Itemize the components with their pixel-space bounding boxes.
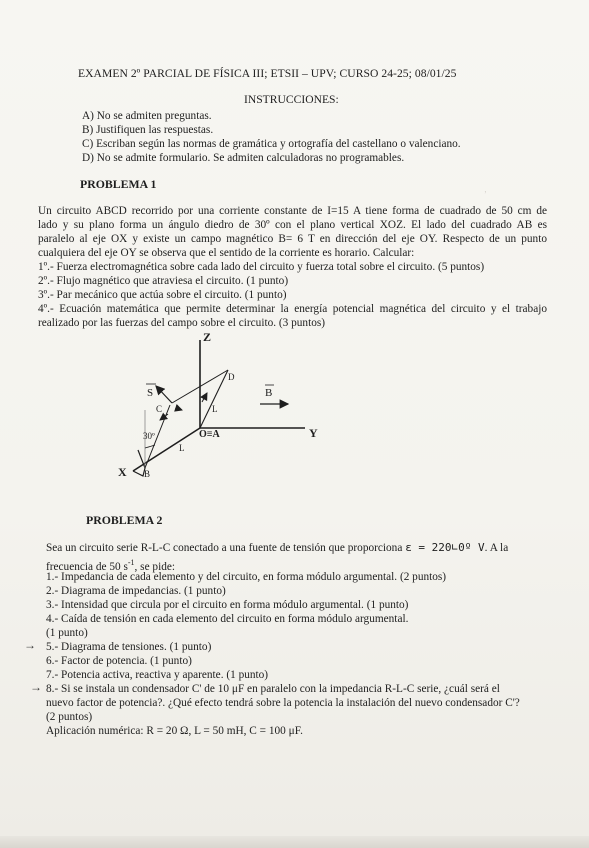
problem2-item: 7.- Potencia activa, reactiva y aparente. (1 punto) [46, 669, 269, 681]
problem2-item: (2 puntos) [46, 711, 93, 723]
handwritten-arrow-mark: → [24, 638, 36, 652]
problem2-intro-text: Sea un circuito serie R-L-C conectado a una fuente de tensión que proporciona [46, 542, 403, 554]
exam-header: EXAMEN 2º PARCIAL DE FÍSICA III; ETSII – UPV; CURSO 24-25; 08/01/25 [78, 67, 457, 80]
problem2-item: 1.- Impedancia de cada elemento y del circuito, en forma módulo argumental. (2 puntos) [46, 571, 447, 583]
source-voltage-formula: ε = 220∟0º V [405, 541, 485, 554]
problem1-question: 1º.- Fuerza electromagnética sobre cada lado del circuito y fuerza total sobre el circuito. (5 puntos) [38, 261, 485, 273]
problem1-statement-line: paralelo al eje OX y existe un campo magnético B= 6 T en dirección del eje OY. Respecto de un punto [38, 233, 547, 245]
problem2-item: 3.- Intensidad que circula por el circuito en forma módulo argumental. (1 punto) [46, 599, 409, 611]
problem2-item: 4.- Caída de tensión en cada elemento del circuito en forma módulo argumental. [46, 613, 409, 625]
page-bottom-edge [0, 836, 589, 848]
vertex-b-label: B [144, 469, 151, 479]
problem2-item: 8.- Si se instala un condensador C' de 10 μF en paralelo con la impedancia R-L-C serie, ¿cuál será el [46, 683, 500, 695]
problem2-intro-text: . A la [484, 542, 509, 554]
problem2-title: PROBLEMA 2 [86, 513, 163, 527]
instruction-item: C) Escriban según las normas de gramática y ortografía del castellano o valenciano. [82, 138, 461, 150]
current-arrow-c [176, 408, 182, 410]
y-axis-label: Y [309, 426, 318, 440]
vertex-c-label: C [156, 404, 163, 414]
b-field-label: B [265, 387, 273, 399]
problem1-statement-line: cualquiera del eje OY se observa que el sentido de la corriente es horario. Calcular: [38, 247, 415, 259]
normal-vector-s [156, 386, 172, 403]
problem2-item: nuevo factor de potencia?. ¿Qué efecto tendrá sobre la potencia la instalación del nuevo condensador C'? [46, 697, 520, 709]
problem1-title: PROBLEMA 1 [80, 177, 157, 191]
instructions-title: INSTRUCCIONES: [244, 93, 339, 106]
circuit-diagram [100, 330, 340, 485]
side-length-label: L [179, 443, 185, 453]
instruction-item: D) No se admite formulario. Se admiten calculadoras no programables. [82, 152, 405, 164]
problem2-item: 5.- Diagrama de tensiones. (1 punto) [46, 641, 212, 653]
problem2-intro-line1 [46, 541, 508, 555]
x-axis-label: X [118, 465, 127, 479]
instruction-item: A) No se admiten preguntas. [82, 110, 212, 122]
problem1-statement-line: lado y su plano forma un ángulo diedro de 30º con el plano vertical XOZ. El lado del cuadrado AB es [38, 219, 547, 231]
side-length-label: L [212, 404, 218, 414]
s-vector-label: S [147, 387, 154, 399]
angle-label: 30º [143, 431, 155, 441]
problem1-question: 2º.- Flujo magnético que atraviesa el circuito. (1 punto) [38, 275, 289, 287]
problem1-statement-line: Un circuito ABCD recorrido por una corriente constante de I=15 A tiene forma de cuadrado de 50 cm de [38, 205, 547, 217]
problem1-question: 4º.- Ecuación matemática que permite determinar la energía potencial magnética del circuito y el trabajo [38, 303, 547, 315]
problem2-item: 2.- Diagrama de impedancias. (1 punto) [46, 585, 226, 597]
problem2-intro-text: frecuencia de 50 s [46, 560, 128, 573]
origin-label: O≡A [199, 429, 220, 440]
superscript: -1 [127, 558, 135, 567]
current-direction-arrow [202, 393, 207, 402]
z-axis-label: Z [203, 330, 212, 344]
handwritten-arrow-mark: → [30, 680, 42, 694]
numerical-application: Aplicación numérica: R = 20 Ω, L = 50 mH, C = 100 μF. [46, 725, 303, 737]
faint-bleed-mark: , [483, 183, 487, 195]
problem2-item: 6.- Factor de potencia. (1 punto) [46, 655, 192, 667]
problem1-question: 3º.- Par mecánico que actúa sobre el circuito. (1 punto) [38, 289, 287, 301]
problem2-item: (1 punto) [46, 627, 88, 639]
problem2-intro-text: , se pide: [134, 560, 176, 573]
problem1-question: realizado por las fuerzas del campo sobre el circuito. (3 puntos) [38, 317, 326, 329]
instruction-item: B) Justifiquen las respuestas. [82, 124, 214, 136]
vertex-d-label: D [228, 372, 235, 382]
